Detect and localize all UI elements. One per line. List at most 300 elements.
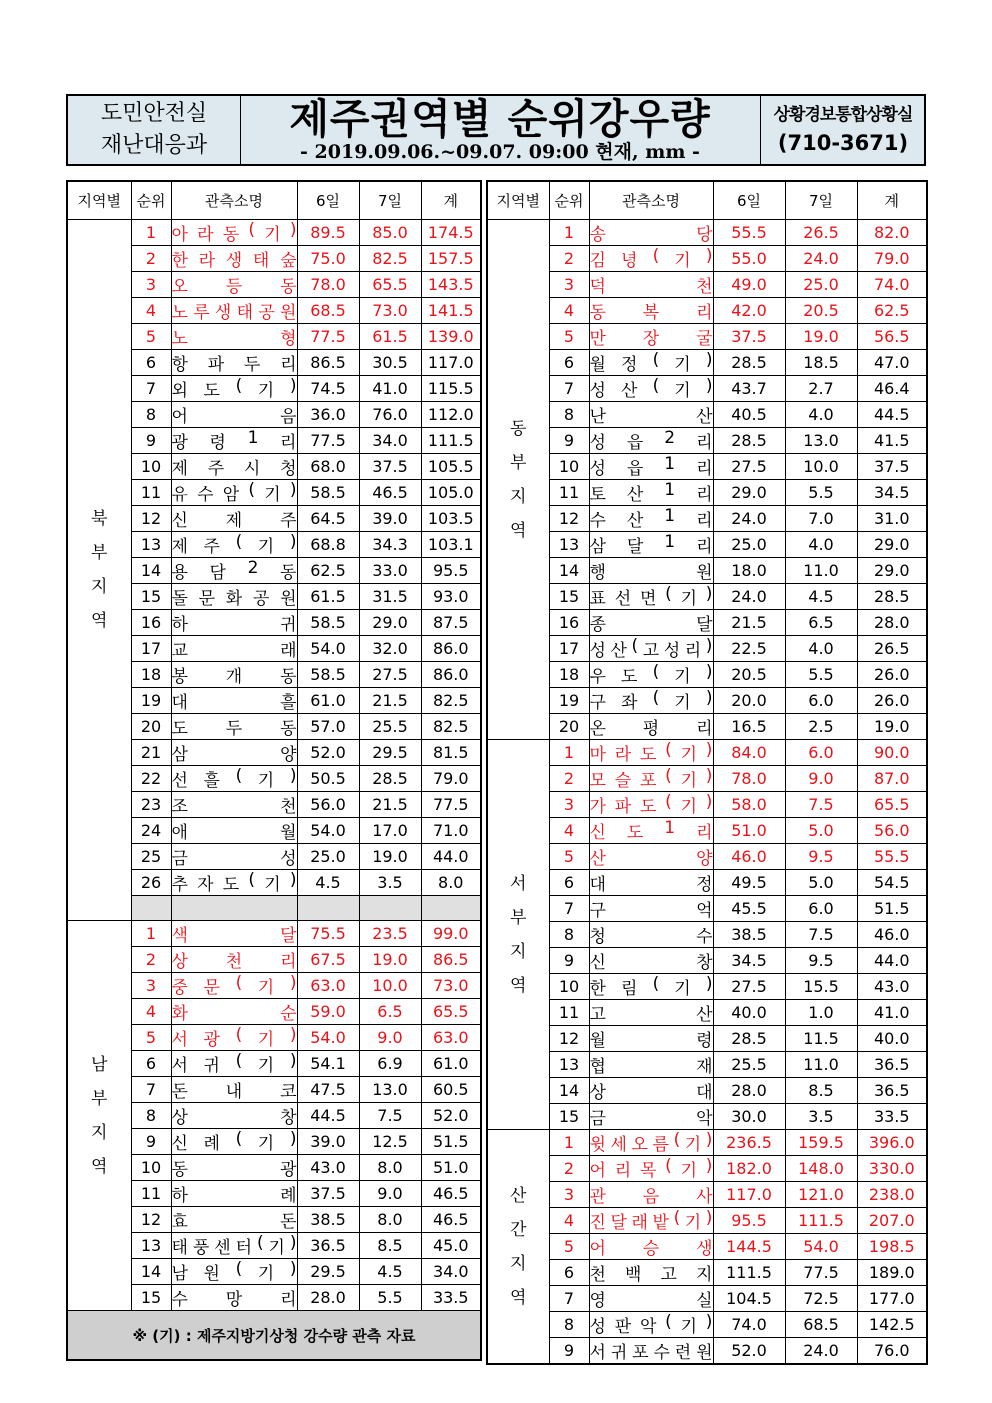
station-name — [589, 844, 713, 870]
rain-day6: 27.5 — [713, 974, 785, 1000]
station-name-letters: 조 천 — [171, 797, 297, 817]
rain-day7: 8.5 — [785, 1078, 857, 1104]
rain-day7: 21.5 — [359, 792, 421, 818]
rank-cell: 8 — [131, 402, 171, 428]
station-name — [171, 1155, 297, 1181]
rain-day6: 38.5 — [297, 1207, 359, 1233]
station-name-letters: 하 귀 — [171, 615, 297, 635]
rain-day6: 50.5 — [297, 766, 359, 792]
rain-day7: 24.0 — [785, 246, 857, 272]
rain-total: 26.5 — [857, 636, 927, 662]
rain-day6: 54.0 — [297, 636, 359, 662]
table-row — [487, 1234, 927, 1260]
table-row — [487, 818, 927, 844]
rain-total: 46.0 — [857, 922, 927, 948]
rain-day6: 75.5 — [297, 921, 359, 947]
station-name — [589, 506, 713, 532]
rain-total: 99.0 — [421, 921, 481, 947]
station-name-letters: 윗 세 오 름 ( 기 ) — [589, 1130, 713, 1155]
department-line1: 도민안전실 — [100, 101, 208, 126]
rain-total: 51.5 — [421, 1129, 481, 1155]
column-header: 계 — [857, 181, 927, 220]
rain-total: 45.0 — [421, 1233, 481, 1259]
table-row — [487, 1000, 927, 1026]
rank-cell: 14 — [549, 558, 589, 584]
rain-total: 26.0 — [857, 688, 927, 714]
rain-total: 142.5 — [857, 1312, 927, 1338]
station-name-letters: 효 돈 — [171, 1212, 297, 1232]
station-name-letters: 중 문 ( 기 ) — [171, 973, 297, 998]
station-name — [589, 558, 713, 584]
rain-day7: 2.7 — [785, 376, 857, 402]
rain-day6: 37.5 — [713, 324, 785, 350]
station-name — [589, 740, 713, 766]
rank-cell: 8 — [131, 1103, 171, 1129]
station-name — [171, 506, 297, 532]
station-name-letters: 난 산 — [589, 407, 713, 427]
station-name-letters: 화 순 — [171, 1004, 297, 1024]
rank-cell: 14 — [131, 558, 171, 584]
column-header: 7일 — [359, 181, 421, 220]
station-name — [171, 792, 297, 818]
station-name-letters: 상 창 — [171, 1108, 297, 1128]
rain-day7 — [359, 896, 421, 921]
station-name-letters: 교 래 — [171, 641, 297, 661]
station-name-letters: 상 대 — [589, 1083, 713, 1103]
station-name — [171, 610, 297, 636]
station-name-letters: 동 복 리 — [589, 303, 713, 323]
rain-total: 141.5 — [421, 298, 481, 324]
department-box — [68, 96, 241, 164]
rank-cell: 8 — [549, 922, 589, 948]
rain-day7: 26.5 — [785, 220, 857, 246]
rain-day7: 7.5 — [359, 1103, 421, 1129]
table-row — [487, 1260, 927, 1286]
rain-total: 33.5 — [857, 1104, 927, 1130]
rain-day7: 11.0 — [785, 1052, 857, 1078]
station-name — [171, 324, 297, 350]
station-name-letters: 대 흘 — [171, 693, 297, 713]
rain-day6: 67.5 — [297, 947, 359, 973]
region-char: 역 — [510, 1287, 527, 1308]
station-name — [589, 974, 713, 1000]
rain-day7: 6.0 — [785, 688, 857, 714]
rain-day7: 7.5 — [785, 792, 857, 818]
region-char: 산 — [510, 1185, 527, 1206]
rain-total: 63.0 — [421, 1025, 481, 1051]
rain-day7: 4.0 — [785, 532, 857, 558]
station-name — [589, 584, 713, 610]
rain-day6: 51.0 — [713, 818, 785, 844]
station-name-letters: 도 두 동 — [171, 719, 297, 739]
rain-day7: 5.5 — [785, 662, 857, 688]
station-name-letters: 어 승 생 — [589, 1239, 713, 1259]
station-name — [589, 220, 713, 246]
station-name — [171, 818, 297, 844]
table-row — [487, 662, 927, 688]
rain-day6: 49.0 — [713, 272, 785, 298]
rain-day7: 30.5 — [359, 350, 421, 376]
station-name — [589, 1130, 713, 1156]
office-phone: (710-3671) — [777, 131, 909, 155]
rank-cell: 4 — [549, 298, 589, 324]
rain-day7: 82.5 — [359, 246, 421, 272]
rank-cell: 9 — [549, 1338, 589, 1365]
rain-day7: 5.0 — [785, 870, 857, 896]
rain-day6: 58.5 — [297, 662, 359, 688]
rank-cell: 6 — [549, 1260, 589, 1286]
column-header: 관측소명 — [589, 181, 713, 220]
region-char: 역 — [510, 975, 527, 996]
rain-total: 177.0 — [857, 1286, 927, 1312]
rain-total: 71.0 — [421, 818, 481, 844]
region-char: 지 — [91, 577, 108, 597]
rank-cell: 20 — [549, 714, 589, 740]
station-name-letters: 성 읍 1 리 — [589, 454, 713, 479]
rain-day6: 77.5 — [297, 324, 359, 350]
region-char: 역 — [510, 520, 527, 541]
rank-cell: 7 — [131, 1077, 171, 1103]
station-name — [171, 480, 297, 506]
station-name — [171, 1129, 297, 1155]
rain-total: 207.0 — [857, 1208, 927, 1234]
rank-cell: 19 — [131, 688, 171, 714]
rain-total: 103.5 — [421, 506, 481, 532]
station-name — [589, 480, 713, 506]
rain-total: 86.0 — [421, 662, 481, 688]
rain-total: 34.0 — [421, 1259, 481, 1285]
table-row — [487, 584, 927, 610]
rain-day7: 6.5 — [785, 610, 857, 636]
rain-day6: 182.0 — [713, 1156, 785, 1182]
station-name-letters: 서 귀 포 수 련 원 — [589, 1343, 713, 1363]
station-name — [589, 1312, 713, 1338]
right-rainfall-table — [486, 180, 928, 1365]
station-name-letters: 금 성 — [171, 849, 297, 869]
rain-day7: 6.0 — [785, 740, 857, 766]
station-name-letters: 용 담 2 동 — [171, 558, 297, 583]
rain-total: 330.0 — [857, 1156, 927, 1182]
station-name-letters: 선 흘 ( 기 ) — [171, 766, 297, 791]
station-name-letters: 송 당 — [589, 225, 713, 245]
rank-cell: 17 — [131, 636, 171, 662]
rank-cell: 10 — [131, 454, 171, 480]
station-name-letters: 어 음 — [171, 407, 297, 427]
department-line2: 재난대응과 — [100, 133, 208, 158]
station-name-letters: 삼 달 1 리 — [589, 532, 713, 557]
rain-day6: 28.5 — [713, 1026, 785, 1052]
rank-cell: 14 — [131, 1259, 171, 1285]
rain-day7: 11.0 — [785, 558, 857, 584]
table-row — [487, 844, 927, 870]
rain-total: 28.5 — [857, 584, 927, 610]
rain-day7: 34.0 — [359, 428, 421, 454]
station-name — [589, 454, 713, 480]
rain-day7: 18.5 — [785, 350, 857, 376]
station-name-letters: 한 라 생 태 숲 — [171, 251, 297, 271]
rank-cell: 15 — [131, 584, 171, 610]
station-name — [171, 1259, 297, 1285]
rain-day6: 58.5 — [297, 610, 359, 636]
rank-cell: 11 — [549, 1000, 589, 1026]
rain-day6 — [297, 896, 359, 921]
station-name — [589, 818, 713, 844]
station-name — [589, 246, 713, 272]
rain-day7: 6.0 — [785, 896, 857, 922]
rain-day7: 148.0 — [785, 1156, 857, 1182]
station-name-letters: 돌 문 화 공 원 — [171, 589, 297, 609]
rain-day7: 17.0 — [359, 818, 421, 844]
station-name-letters: 신 도 1 리 — [589, 818, 713, 843]
station-name-letters: 애 월 — [171, 823, 297, 843]
rain-day6: 68.5 — [297, 298, 359, 324]
table-row — [487, 1286, 927, 1312]
station-name-letters: 삼 양 — [171, 745, 297, 765]
rank-cell: 3 — [131, 973, 171, 999]
rain-day7: 25.5 — [359, 714, 421, 740]
station-name — [171, 558, 297, 584]
rain-total: 81.5 — [421, 740, 481, 766]
table-row — [487, 324, 927, 350]
rain-total: 105.0 — [421, 480, 481, 506]
station-name-letters: 노 루 생 태 공 원 — [171, 303, 297, 323]
rain-day6: 39.0 — [297, 1129, 359, 1155]
rain-total: 86.5 — [421, 947, 481, 973]
rank-cell: 7 — [131, 376, 171, 402]
station-name — [171, 714, 297, 740]
rain-day6: 28.5 — [713, 428, 785, 454]
station-name — [171, 740, 297, 766]
rain-day6: 86.5 — [297, 350, 359, 376]
column-header: 관측소명 — [171, 181, 297, 220]
rain-day7: 1.0 — [785, 1000, 857, 1026]
station-name — [171, 766, 297, 792]
rain-day7: 4.0 — [785, 402, 857, 428]
rain-day6: 24.0 — [713, 584, 785, 610]
rain-day6: 104.5 — [713, 1286, 785, 1312]
station-name-letters: 색 달 — [171, 926, 297, 946]
rain-day6: 95.5 — [713, 1208, 785, 1234]
rain-total: 44.5 — [857, 402, 927, 428]
table-row — [487, 766, 927, 792]
table-row — [487, 532, 927, 558]
rain-day7: 11.5 — [785, 1026, 857, 1052]
rank-cell: 2 — [549, 246, 589, 272]
rain-day7: 4.0 — [785, 636, 857, 662]
station-name — [171, 844, 297, 870]
rain-day6: 54.1 — [297, 1051, 359, 1077]
station-name-letters: 모 슬 포 ( 기 ) — [589, 766, 713, 791]
rain-day6: 20.5 — [713, 662, 785, 688]
station-name-letters: 오 등 동 — [171, 277, 297, 297]
rank-cell: 5 — [549, 324, 589, 350]
region-label — [67, 220, 131, 921]
rank-cell: 1 — [131, 921, 171, 947]
rank-cell: 15 — [549, 1104, 589, 1130]
station-name — [171, 896, 297, 921]
rank-cell: 26 — [131, 870, 171, 896]
rain-total: 238.0 — [857, 1182, 927, 1208]
rain-day6: 56.0 — [297, 792, 359, 818]
region-char: 지 — [510, 941, 527, 962]
rain-total: 47.0 — [857, 350, 927, 376]
table-row — [487, 1078, 927, 1104]
rain-day6: 37.5 — [297, 1181, 359, 1207]
rank-cell: 20 — [131, 714, 171, 740]
rain-day6: 25.5 — [713, 1052, 785, 1078]
station-name-letters: 상 천 리 — [171, 952, 297, 972]
rain-day6: 84.0 — [713, 740, 785, 766]
table-row — [487, 948, 927, 974]
rain-day6: 68.8 — [297, 532, 359, 558]
station-name-letters: 우 도 ( 기 ) — [589, 662, 713, 687]
rain-total: 143.5 — [421, 272, 481, 298]
rain-total: 87.5 — [421, 610, 481, 636]
rain-day7: 73.0 — [359, 298, 421, 324]
station-name — [171, 428, 297, 454]
rain-day7: 13.0 — [359, 1077, 421, 1103]
rank-cell: 25 — [131, 844, 171, 870]
report-title: 제주권역별 순위강우량 — [289, 95, 711, 143]
rain-day6: 40.0 — [713, 1000, 785, 1026]
rain-day7: 33.0 — [359, 558, 421, 584]
table-row — [487, 350, 927, 376]
rain-day7: 37.5 — [359, 454, 421, 480]
rain-day6: 236.5 — [713, 1130, 785, 1156]
station-name — [171, 870, 297, 896]
rain-total: 198.5 — [857, 1234, 927, 1260]
table-row — [67, 220, 481, 246]
station-name-letters: 노 형 — [171, 329, 297, 349]
rank-cell: 11 — [131, 1181, 171, 1207]
rank-cell: 12 — [549, 506, 589, 532]
column-header: 지역별 — [67, 181, 131, 220]
rain-total: 61.0 — [421, 1051, 481, 1077]
station-name — [171, 532, 297, 558]
rain-day7: 68.5 — [785, 1312, 857, 1338]
rank-cell: 3 — [549, 272, 589, 298]
table-row — [487, 1338, 927, 1365]
rain-day6: 47.5 — [297, 1077, 359, 1103]
rain-total: 95.5 — [421, 558, 481, 584]
rain-total: 112.0 — [421, 402, 481, 428]
rank-cell: 8 — [549, 402, 589, 428]
rain-day7: 24.0 — [785, 1338, 857, 1365]
rain-day6: 54.0 — [297, 1025, 359, 1051]
rain-total: 189.0 — [857, 1260, 927, 1286]
rank-cell: 2 — [131, 947, 171, 973]
rank-cell: 4 — [549, 818, 589, 844]
station-name-letters: 산 양 — [589, 849, 713, 869]
station-name — [589, 324, 713, 350]
rain-total: 46.5 — [421, 1207, 481, 1233]
table-row — [487, 974, 927, 1000]
rain-total: 73.0 — [421, 973, 481, 999]
table-row — [487, 402, 927, 428]
station-name-letters: 토 산 1 리 — [589, 480, 713, 505]
rain-day6: 55.0 — [713, 246, 785, 272]
station-name-letters: 가 파 도 ( 기 ) — [589, 792, 713, 817]
rain-day6: 24.0 — [713, 506, 785, 532]
rain-day6: 43.7 — [713, 376, 785, 402]
table-row — [487, 714, 927, 740]
report-period: - 2019.09.06.~09.07. 09:00 현재, mm - — [300, 141, 700, 163]
rain-total: 90.0 — [857, 740, 927, 766]
rain-day6: 28.0 — [713, 1078, 785, 1104]
rain-total: 34.5 — [857, 480, 927, 506]
station-name — [171, 921, 297, 947]
rain-day7: 32.0 — [359, 636, 421, 662]
rain-total: 79.0 — [421, 766, 481, 792]
station-name — [171, 636, 297, 662]
station-name-letters: 신 창 — [589, 953, 713, 973]
station-name-letters: 추 자 도 ( 기 ) — [171, 870, 297, 895]
rain-total: 103.1 — [421, 532, 481, 558]
station-name — [171, 999, 297, 1025]
station-name-letters: 구 억 — [589, 901, 713, 921]
office-name: 상황경보통합상황실 — [773, 105, 913, 125]
station-name-letters: 성 산 ( 기 ) — [589, 376, 713, 401]
table-row — [487, 454, 927, 480]
rain-day6: 78.0 — [713, 766, 785, 792]
rank-cell: 1 — [549, 740, 589, 766]
rank-cell: 9 — [131, 1129, 171, 1155]
rain-day7: 5.0 — [785, 818, 857, 844]
rain-day6: 58.0 — [713, 792, 785, 818]
station-name — [589, 298, 713, 324]
station-name-letters: 광 령 1 리 — [171, 428, 297, 453]
region-char: 부 — [91, 1088, 108, 1109]
rank-cell: 10 — [131, 1155, 171, 1181]
rain-total: 60.5 — [421, 1077, 481, 1103]
station-name-letters: 만 장 굴 — [589, 329, 713, 349]
rain-day6: 38.5 — [713, 922, 785, 948]
station-name-letters: 신 례 ( 기 ) — [171, 1129, 297, 1154]
station-name-letters: 동 광 — [171, 1160, 297, 1180]
rain-total: 87.0 — [857, 766, 927, 792]
rain-day6: 54.0 — [297, 818, 359, 844]
office-box — [760, 96, 925, 164]
table-row — [487, 792, 927, 818]
table-row — [487, 1156, 927, 1182]
rank-cell: 16 — [549, 610, 589, 636]
rain-day6: 61.5 — [297, 584, 359, 610]
station-name — [589, 1078, 713, 1104]
rank-cell: 18 — [131, 662, 171, 688]
station-name — [171, 973, 297, 999]
rain-total: 82.0 — [857, 220, 927, 246]
rank-cell — [131, 896, 171, 921]
rain-day6: 62.5 — [297, 558, 359, 584]
rain-total: 44.0 — [421, 844, 481, 870]
rank-cell: 4 — [131, 999, 171, 1025]
station-name-letters: 외 도 ( 기 ) — [171, 376, 297, 401]
rank-cell: 5 — [131, 1025, 171, 1051]
rain-total: 40.0 — [857, 1026, 927, 1052]
station-name-letters: 천 백 고 지 — [589, 1265, 713, 1285]
rain-day7: 7.0 — [785, 506, 857, 532]
rain-day7: 13.0 — [785, 428, 857, 454]
rain-day7: 39.0 — [359, 506, 421, 532]
station-name-letters: 대 정 — [589, 875, 713, 895]
rain-total — [421, 896, 481, 921]
rain-total: 82.5 — [421, 688, 481, 714]
rain-day6: 16.5 — [713, 714, 785, 740]
rain-total: 26.0 — [857, 662, 927, 688]
station-name — [171, 220, 297, 246]
table-row — [487, 480, 927, 506]
rain-total: 56.5 — [857, 324, 927, 350]
